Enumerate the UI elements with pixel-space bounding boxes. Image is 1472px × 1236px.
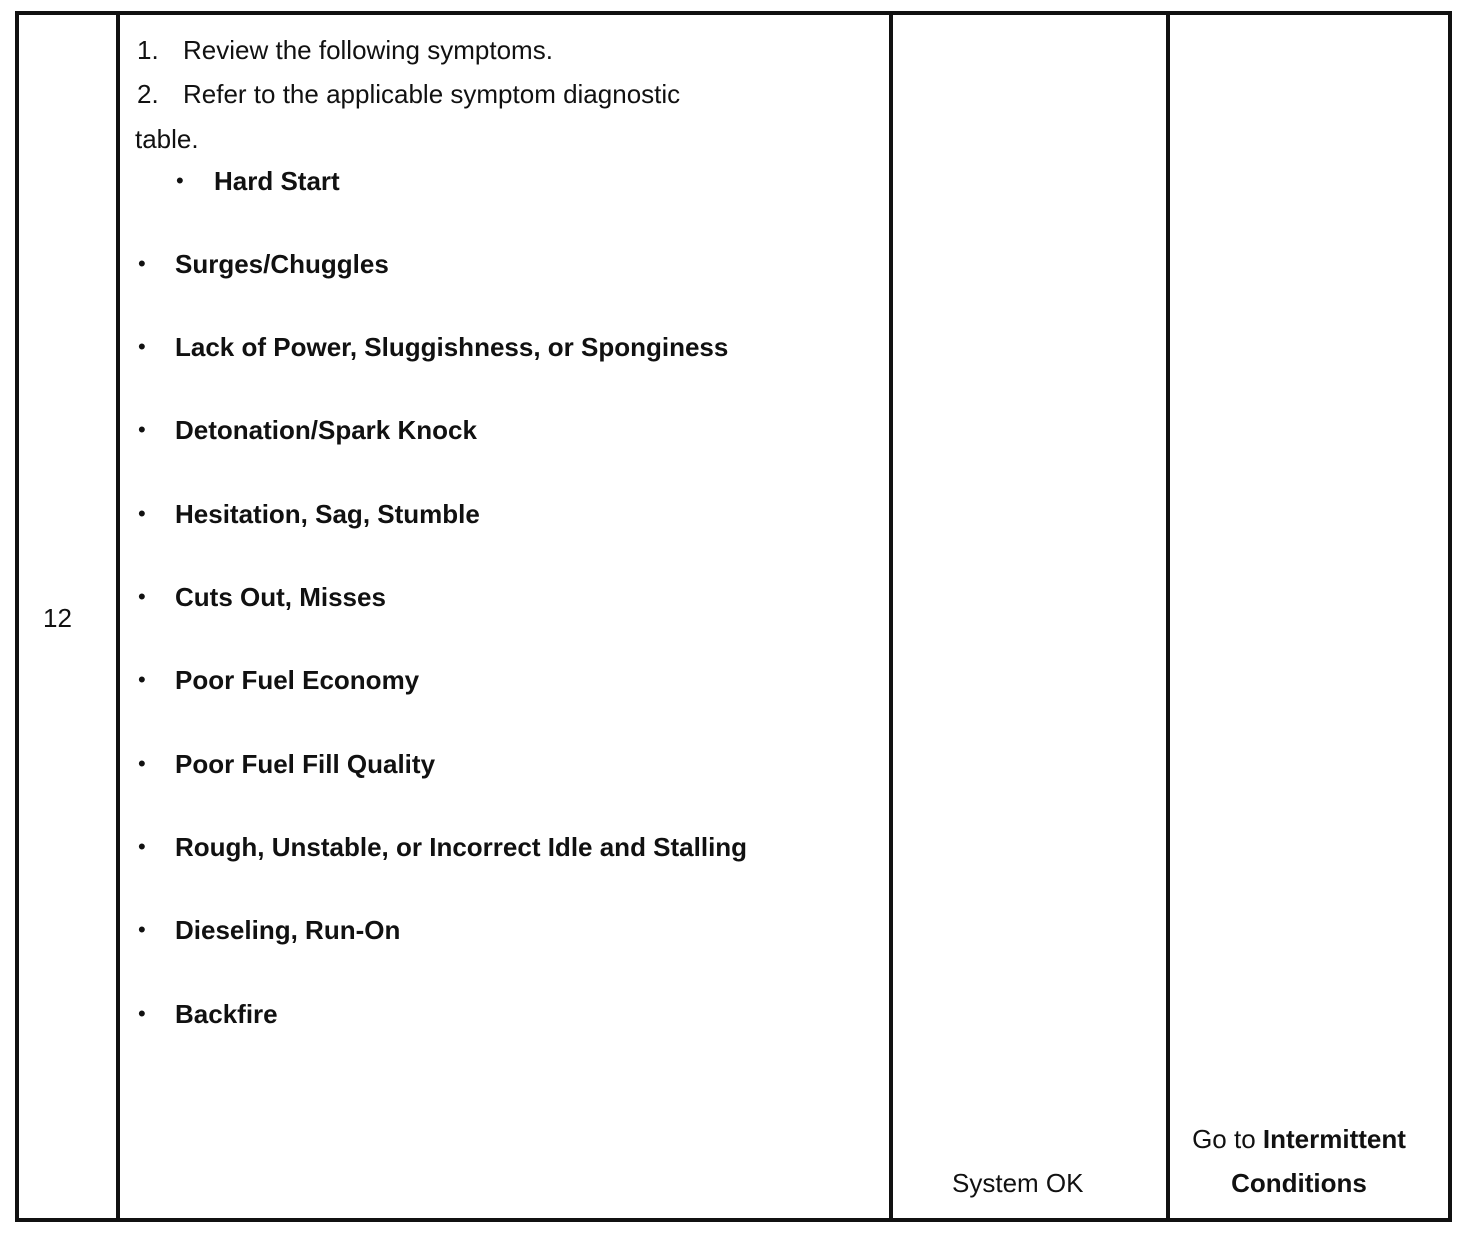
bullet-icon: • [176,168,184,193]
symptom-rough-idle[interactable]: Rough, Unstable, or Incorrect Idle and Stalling [175,832,748,862]
symptom-hesitation[interactable]: Hesitation, Sag, Stumble [175,499,480,529]
bullet-icon: • [138,334,146,359]
bullet-icon: • [138,834,146,859]
bullet-icon: • [138,417,146,442]
step-number: 12 [43,603,72,633]
bullet-icon: • [138,1001,146,1026]
bullet-icon: • [138,751,146,776]
instruction-1-text: Review the following symptoms. [183,35,553,65]
bullet-icon: • [138,501,146,526]
symptom-lack-of-power[interactable]: Lack of Power, Sluggishness, or Sponginess [175,332,729,362]
instruction-2-number: 2. [137,79,159,109]
column-divider-yes [1166,11,1170,1222]
intermittent-link[interactable]: Intermittent [1262,1124,1406,1154]
yes-result: System OK [952,1168,1084,1198]
instruction-2-text: Refer to the applicable symptom diagnostic [183,79,681,109]
symptom-poor-fuel-fill[interactable]: Poor Fuel Fill Quality [175,749,436,779]
symptom-surges-chuggles[interactable]: Surges/Chuggles [175,249,389,279]
symptom-backfire[interactable]: Backfire [175,999,278,1029]
symptom-hard-start[interactable]: Hard Start [214,166,340,196]
symptom-cuts-out[interactable]: Cuts Out, Misses [175,582,386,612]
conditions-link[interactable]: Conditions [1231,1168,1367,1198]
instruction-1-number: 1. [137,35,159,65]
instruction-2-continuation: table. [135,124,199,154]
bullet-icon: • [138,251,146,276]
bullet-icon: • [138,917,146,942]
symptom-detonation[interactable]: Detonation/Spark Knock [175,415,477,445]
bullet-icon: • [138,667,146,692]
symptom-dieseling[interactable]: Dieseling, Run-On [175,915,401,945]
symptom-poor-fuel-economy[interactable]: Poor Fuel Economy [175,665,420,695]
instruction-1 [137,35,553,65]
no-result-line1 [1168,1117,1430,1161]
instruction-2 [137,79,680,109]
column-divider-step [116,11,120,1222]
bullet-icon: • [138,584,146,609]
column-divider-action [889,11,893,1222]
no-result-prefix: Go to [1192,1124,1256,1154]
